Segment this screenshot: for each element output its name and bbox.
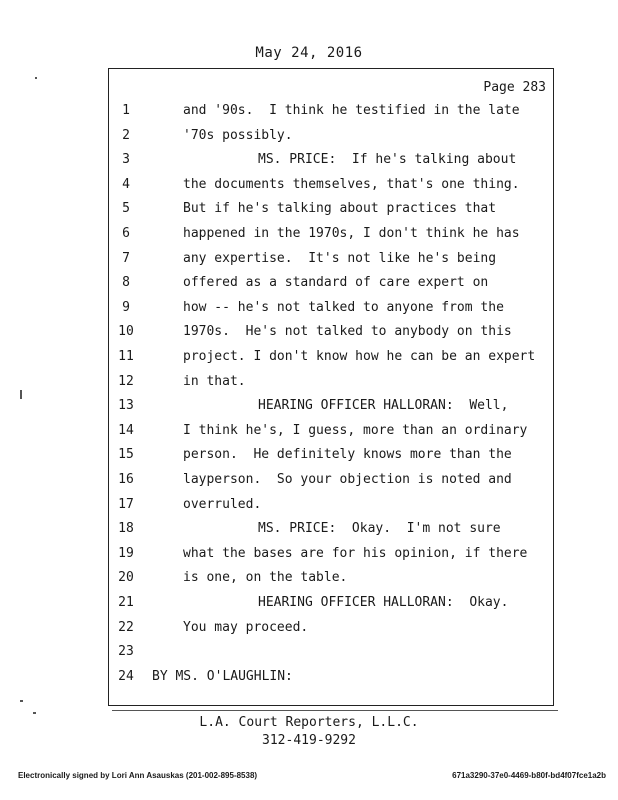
scan-speck [35,77,37,79]
transcript-line [0,103,618,123]
transcript-line [0,644,618,664]
line-text: what the bases are for his opinion, if there [183,545,528,561]
line-number: 15 [118,447,134,463]
transcript-line [0,570,618,590]
line-number: 4 [122,176,130,192]
line-text: MS. PRICE: If he's talking about [258,152,517,168]
transcript-line [0,521,618,541]
transcript-line [0,497,618,517]
scan-speck [20,390,22,399]
line-number: 16 [118,472,134,487]
line-number: 5 [122,201,130,217]
line-text: happened in the 1970s, I don't think he has [183,226,520,241]
line-number: 24 [118,668,134,684]
transcript-line [0,152,618,172]
scan-speck [33,712,36,714]
line-text: HEARING OFFICER HALLORAN: Well, [258,398,509,414]
line-number: 12 [118,373,134,389]
transcript-line [0,275,618,295]
line-number: 10 [118,324,134,340]
line-number: 23 [118,644,134,660]
reporter-phone: 312-419-9292 [262,733,356,748]
transcript-line [0,669,618,689]
line-number: 21 [118,595,134,610]
transcript-line [0,324,618,344]
transcript-line [0,374,618,394]
line-text: how -- he's not talked to anyone from the [183,299,504,315]
line-text: the documents themselves, that's one thing. [183,176,520,192]
transcript-line [0,472,618,492]
line-text: '70s possibly. [183,127,293,143]
transcript-date: May 24, 2016 [255,45,363,61]
line-number: 18 [118,521,134,537]
line-text: layperson. So your objection is noted and [183,472,512,487]
transcript-line [0,423,618,443]
line-text: project. I don't know how he can be an expert [183,349,536,364]
line-number: 17 [118,496,134,512]
scan-speck [20,700,23,702]
line-number: 8 [122,275,130,291]
line-number: 3 [122,152,130,168]
transcript-line [0,620,618,640]
page-number: Page 283 [483,80,546,95]
line-number: 6 [122,226,130,241]
transcript-line [0,398,618,418]
line-text: You may proceed. [183,619,309,635]
line-text: BY MS. O'LAUGHLIN: [152,668,293,684]
transcript-line [0,447,618,467]
line-text: MS. PRICE: Okay. I'm not sure [258,521,501,537]
transcript-line [0,300,618,320]
transcript-line [0,128,618,148]
line-number: 13 [118,398,134,414]
line-text: person. He definitely knows more than the [183,447,512,463]
line-text: in that. [183,373,246,389]
line-text: HEARING OFFICER HALLORAN: Okay. [258,595,509,610]
line-text: overruled. [183,496,262,512]
transcript-line [0,349,618,369]
transcript-line [0,546,618,566]
reporter-company: L.A. Court Reporters, L.L.C. [199,715,419,730]
line-text: But if he's talking about practices that [183,201,497,217]
line-text: and '90s. I think he testified in the late [183,103,520,118]
transcript-line [0,201,618,221]
transcript-line [0,595,618,615]
line-text: is one, on the table. [183,570,348,586]
transcript-line [0,177,618,197]
transcript-line [0,251,618,271]
line-number: 11 [118,349,134,364]
electronic-signature-note: Electronically signed by Lori Ann Asauskas (201-002-895-8538) [18,771,258,780]
line-text: offered as a standard of care expert on [183,275,489,291]
line-number: 22 [118,619,134,635]
line-text: 1970s. He's not talked to anybody on this [183,324,512,340]
line-number: 20 [118,570,134,586]
line-text: any expertise. It's not like he's being [183,250,497,266]
line-number: 2 [122,127,130,143]
line-number: 19 [118,545,134,561]
line-number: 7 [122,250,130,266]
document-id: 671a3290-37e0-4469-b80f-bd4f07fce1a2b [452,771,606,780]
transcript-line [0,226,618,246]
line-number: 14 [118,422,134,438]
line-text: I think he's, I guess, more than an ordinary [183,422,528,438]
line-number: 9 [122,299,130,315]
line-number: 1 [122,103,130,118]
